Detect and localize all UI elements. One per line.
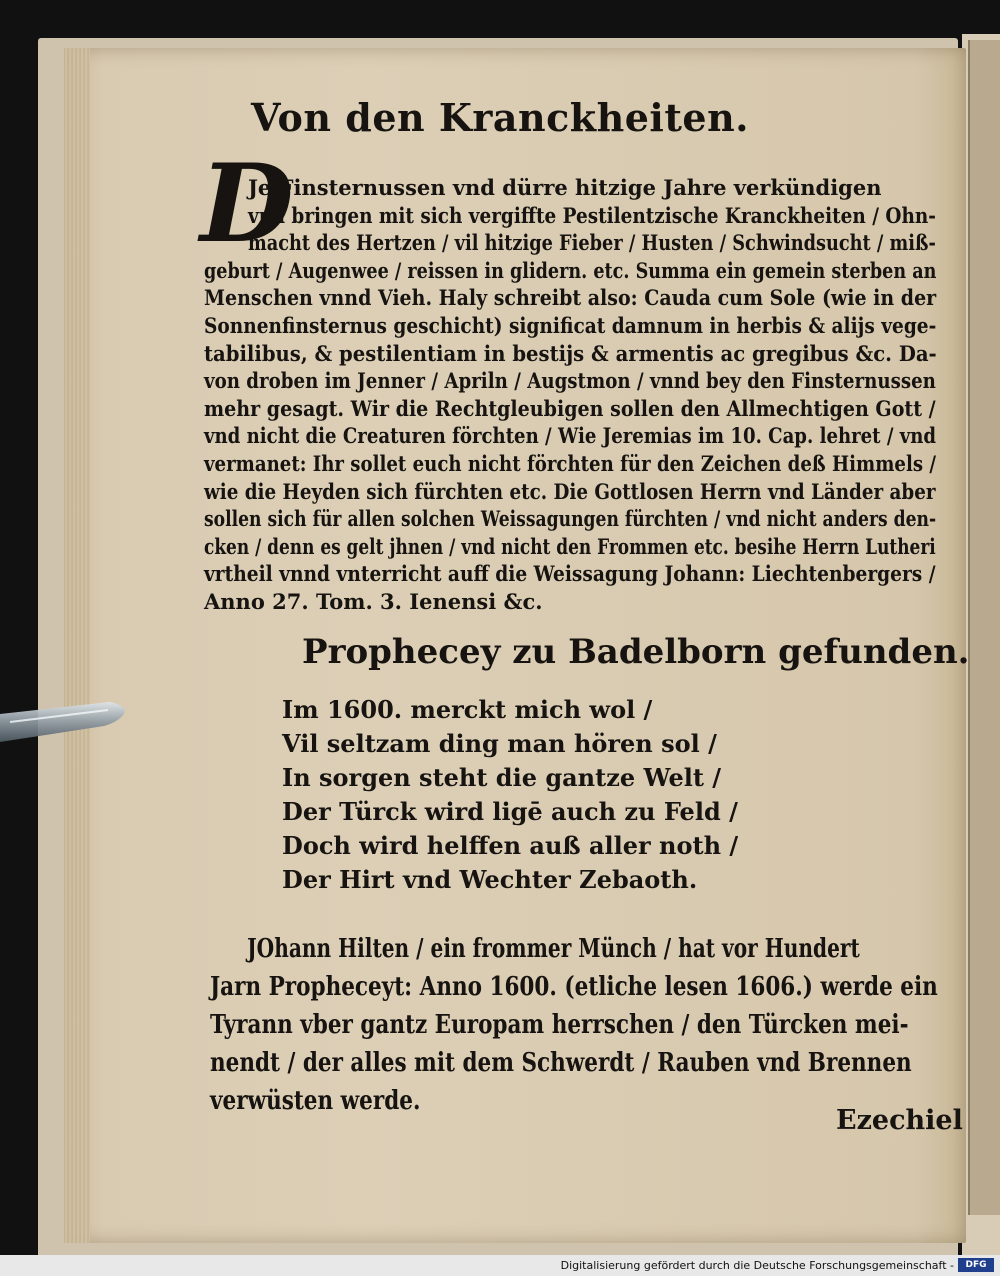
pointer-stick-icon bbox=[0, 700, 130, 750]
poem-line: Der Hirt vnd Wechter Zebaoth. bbox=[282, 865, 698, 894]
text-line: vrtheil vnnd vnterricht auff die Weissagung Johann: Liechtenbergers / bbox=[204, 561, 936, 587]
poem-line: Im 1600. merckt mich wol / bbox=[282, 695, 653, 724]
text-line: mehr gesagt. Wir die Rechtgleubigen sollen den Allmechtigen Gott / bbox=[204, 395, 936, 421]
text-line: Jarn Propheceyt: Anno 1600. (etliche lesen 1606.) werde ein bbox=[210, 972, 938, 1002]
text-line: Tyrann vber gantz Europam herrschen / den Türcken mei- bbox=[210, 1010, 909, 1040]
prophecy-poem bbox=[282, 693, 738, 897]
text-line: cken / denn es gelt jhnen / vnd nicht den Frommen etc. besihe Herrn Lutheri bbox=[204, 533, 936, 559]
text-line: vnd nicht die Creaturen förchten / Wie Jeremias im 10. Cap. lehret / vnd bbox=[204, 423, 937, 449]
text-line: wie die Heyden sich fürchten etc. Die Gottlosen Herrn vnd Länder aber bbox=[204, 478, 936, 504]
text-line: Menschen vnnd Vieh. Haly schreibt also: Cauda cum Sole (wie in der bbox=[204, 285, 937, 311]
text-line: sollen sich für allen solchen Weissagungen fürchten / vnd nicht anders den- bbox=[204, 506, 937, 532]
prophecy-heading: Prophecey zu Badelborn gefunden. bbox=[302, 632, 970, 672]
paragraph-hilten bbox=[210, 930, 1000, 1120]
poem-line: In sorgen steht die gantze Welt / bbox=[282, 763, 722, 792]
text-line: von droben im Jenner / Apriln / Augstmon / vnnd bey den Finsternussen bbox=[204, 368, 936, 394]
poem-line: Doch wird helffen auß aller noth / bbox=[282, 831, 739, 860]
dfg-logo: DFG bbox=[958, 1258, 994, 1272]
drop-cap: D bbox=[200, 141, 294, 267]
text-line: Je Finsternussen vnd dürre hitzige Jahre verkündigen bbox=[248, 175, 882, 200]
poem-line: Der Türck wird ligē auch zu Feld / bbox=[282, 797, 738, 826]
poem-line: Vil seltzam ding man hören sol / bbox=[282, 729, 717, 758]
text-line: geburt / Augenwee / reissen in glidern. etc. Summa ein gemein sterben an bbox=[204, 257, 937, 283]
text-line: vermanet: Ihr sollet euch nicht förchten für den Zeichen deß Himmels / bbox=[204, 450, 937, 476]
page-heading: Von den Kranckheiten. bbox=[251, 95, 749, 140]
text-line: Sonnenfinsternus geschicht) significat damnum in herbis & alijs vege- bbox=[204, 312, 937, 338]
paragraph-diseases bbox=[204, 174, 936, 616]
text-line: nendt / der alles mit dem Schwerdt / Rauben vnd Brennen bbox=[210, 1048, 912, 1078]
text-line: macht des Hertzen / vil hitzige Fieber / Husten / Schwindsucht / miß- bbox=[248, 230, 936, 256]
catchword: Ezechiel bbox=[836, 1105, 963, 1136]
text-line: vnd bringen mit sich vergiffte Pestilentzische Kranckheiten / Ohn- bbox=[248, 202, 936, 228]
text-line: verwüsten werde. bbox=[210, 1086, 421, 1116]
page-gutter bbox=[64, 48, 90, 1243]
text-line: JOhann Hilten / ein frommer Münch / hat vor Hundert bbox=[247, 934, 860, 964]
text-line: Anno 27. Tom. 3. Ienensi &c. bbox=[204, 588, 543, 614]
text-line: tabilibus, & pestilentiam in bestijs & armentis ac gregibus &c. Da- bbox=[204, 340, 937, 366]
footer-credit: Digitalisierung gefördert durch die Deutsche Forschungsgemeinschaft - bbox=[560, 1259, 954, 1272]
